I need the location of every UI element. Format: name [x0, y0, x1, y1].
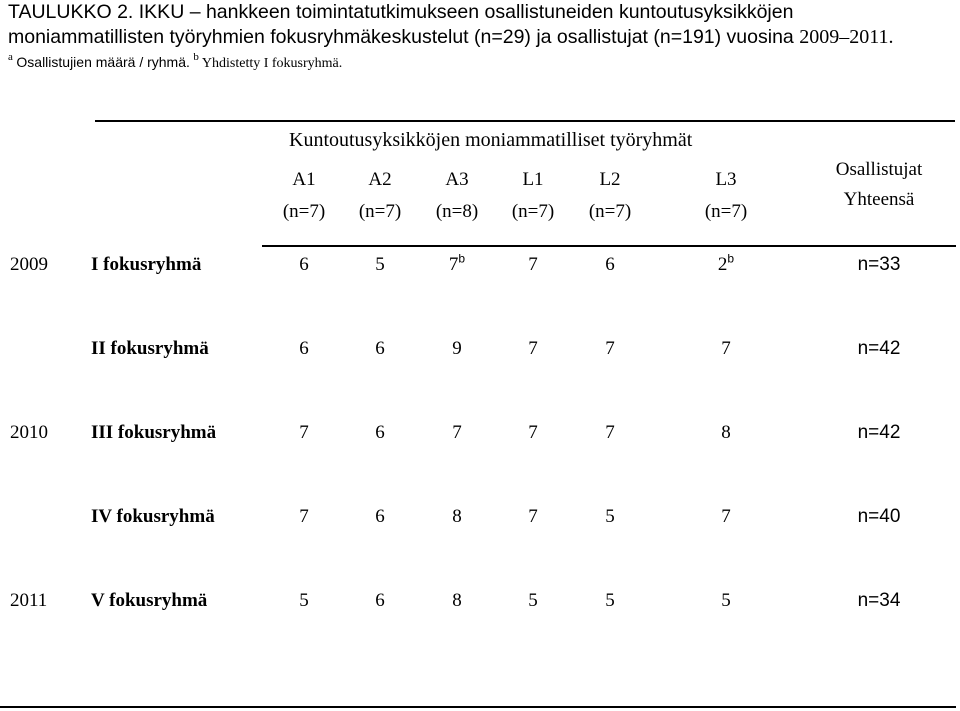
table-cell: 2$^b$ — [717, 251, 735, 275]
row-group-label: III fokusryhmä — [91, 422, 217, 443]
footnote-b-text: Yhdistetty I fokusryhmä. — [201, 56, 343, 71]
table-cell: 7 — [452, 422, 462, 443]
table-cell: 6 — [605, 254, 615, 275]
row-year: 2009 — [10, 254, 48, 275]
table-cell: 5 — [299, 590, 309, 611]
table-cell: 7 — [528, 338, 538, 359]
column-code: A2 — [368, 169, 392, 190]
caption-line-2-text: moniammatillisten työryhmien fokusryhmäkeskustelut (n=29) ja osallistujat (n=191) vuosina — [8, 26, 794, 48]
group-header: Kuntoutusyksikköjen moniammatilliset työryhmät — [289, 129, 693, 151]
table-cell: 7 — [528, 422, 538, 443]
column-count: (n=8) — [435, 201, 479, 222]
table-cell: 7 — [528, 254, 538, 275]
footnote-a-text: Osallistujien määrä / ryhmä. — [16, 54, 190, 70]
table-cell: 7 — [721, 506, 731, 527]
footnote-ref: b — [727, 251, 735, 266]
table-cell: 8 — [452, 506, 462, 527]
footnotes — [8, 51, 343, 72]
caption-years: 2009–2011. — [799, 26, 894, 48]
table-caption — [8, 0, 958, 50]
table-cell: 6 — [375, 422, 385, 443]
table-cell: 9 — [452, 338, 462, 359]
row-group-label: I fokusryhmä — [91, 254, 202, 275]
column-code: L1 — [522, 169, 544, 190]
table-cell: 8 — [452, 590, 462, 611]
row-group-label: IV fokusryhmä — [91, 506, 215, 527]
table-cell: 7 — [299, 422, 309, 443]
table-cell: 6 — [375, 506, 385, 527]
table-bottom-rule — [0, 706, 956, 708]
column-count: (n=7) — [588, 201, 632, 222]
total-header-line2: Yhteensä — [843, 189, 915, 210]
table-cell: 7$^b$ — [448, 251, 466, 275]
column-count: (n=7) — [282, 201, 326, 222]
row-total: n=34 — [857, 590, 901, 611]
row-total: n=33 — [857, 254, 901, 275]
table-cell: 7 — [299, 506, 309, 527]
row-group-label: II fokusryhmä — [91, 338, 209, 359]
footnote-ref: b — [458, 251, 466, 266]
table-cell: 7 — [605, 422, 615, 443]
caption-line-2 — [8, 25, 958, 50]
total-header-line1: Osallistujat — [835, 159, 923, 180]
row-total: n=42 — [857, 422, 901, 443]
table-cell: 5 — [721, 590, 731, 611]
table-cell: 5 — [605, 590, 615, 611]
row-year: 2010 — [10, 422, 48, 443]
table-cell: 7 — [721, 338, 731, 359]
table-cell: 6 — [299, 338, 309, 359]
footnote-b-mark: b — [193, 51, 199, 64]
row-group-label: V fokusryhmä — [91, 590, 208, 611]
table-cell: 5 — [605, 506, 615, 527]
header-bottom-rule — [262, 245, 956, 247]
column-count: (n=7) — [358, 201, 402, 222]
table-cell: 8 — [721, 422, 731, 443]
table-cell: 5 — [528, 590, 538, 611]
column-code: L3 — [715, 169, 737, 190]
table-cell: 7 — [605, 338, 615, 359]
column-code: A1 — [292, 169, 316, 190]
table-top-rule — [95, 120, 955, 122]
table-cell: 6 — [375, 590, 385, 611]
table-cell: 6 — [299, 254, 309, 275]
column-count: (n=7) — [511, 201, 555, 222]
column-count: (n=7) — [704, 201, 748, 222]
column-code: L2 — [599, 169, 621, 190]
table-cell: 5 — [375, 254, 385, 275]
column-code: A3 — [445, 169, 469, 190]
row-year: 2011 — [10, 590, 48, 611]
row-total: n=42 — [857, 338, 901, 359]
caption-line-1: TAULUKKO 2. IKKU – hankkeen toimintatutkimukseen osallistuneiden kuntoutusyksikköjen — [8, 1, 794, 23]
footnote-a-mark: a — [8, 51, 13, 64]
table-cell: 6 — [375, 338, 385, 359]
row-total: n=40 — [857, 506, 901, 527]
table-cell: 7 — [528, 506, 538, 527]
